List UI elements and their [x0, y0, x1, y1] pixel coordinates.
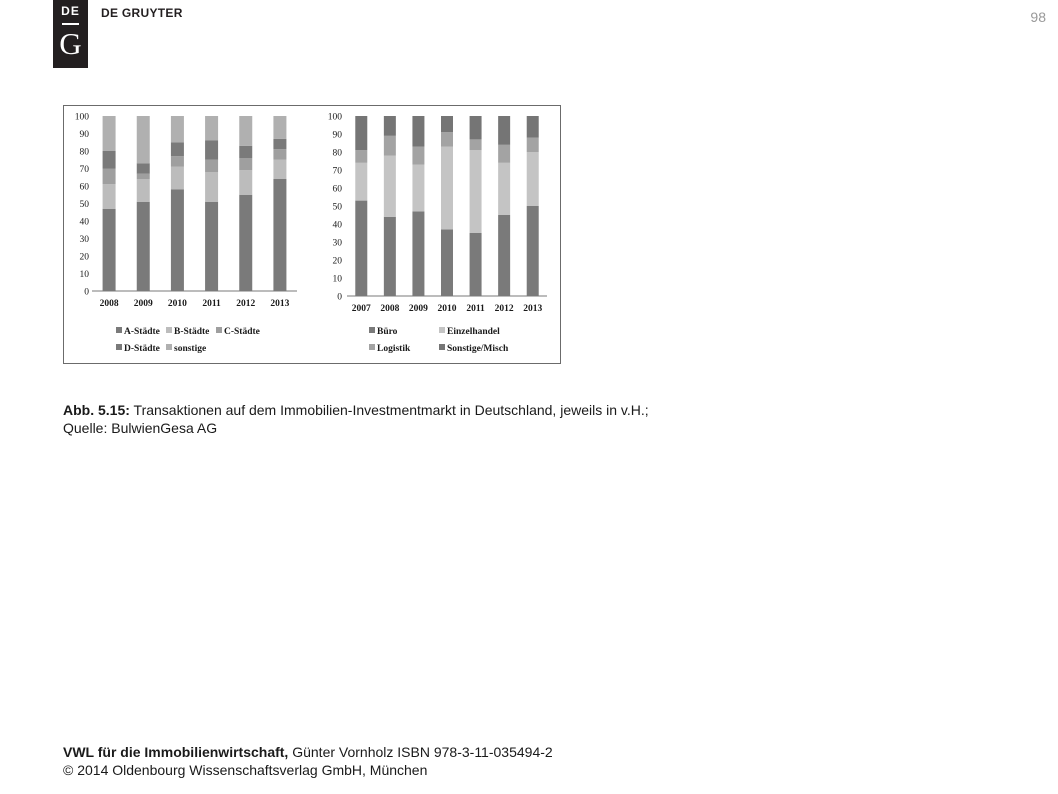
chart2-bar-2009-seg-4 — [412, 116, 424, 147]
chart1-bar-2008-seg-2 — [103, 184, 116, 209]
chart1-legend-swatch — [116, 327, 122, 333]
chart1-bar-2011-seg-3 — [205, 160, 218, 172]
chart2-bar-2012-seg-1 — [498, 215, 510, 296]
chart2-bar-2010-seg-1 — [441, 229, 453, 296]
chart1-ytick-label: 10 — [79, 270, 89, 280]
chart2-xtick-label: 2008 — [380, 304, 400, 314]
logo-g-letter: G — [59, 26, 82, 61]
chart1-xtick-label: 2013 — [270, 299, 290, 309]
chart2-bar-2011-seg-2 — [470, 150, 482, 233]
chart2-bar-2009-seg-2 — [412, 165, 424, 212]
chart1-bar-2013-seg-4 — [273, 139, 286, 150]
chart1-bar-2010-seg-5 — [171, 116, 184, 142]
book-title: VWL für die Immobilienwirtschaft, — [63, 744, 289, 760]
page-number: 98 — [1030, 9, 1046, 25]
chart1-ytick-label: 50 — [79, 200, 89, 210]
chart2-bar-2011-seg-4 — [470, 116, 482, 139]
figure-caption — [63, 401, 963, 437]
chart2-xtick-label: 2010 — [437, 304, 457, 314]
logo-divider — [62, 23, 79, 25]
chart2-ytick-label: 30 — [332, 238, 342, 249]
chart1-legend-swatch — [166, 327, 172, 333]
chart2-ytick-label: 80 — [332, 148, 342, 159]
chart1-ytick-label: 0 — [84, 287, 89, 298]
chart2-bar-2008-seg-1 — [384, 217, 396, 296]
chart2-bar-2012-seg-2 — [498, 163, 510, 215]
chart2-bar-2013-seg-3 — [527, 138, 539, 152]
chart1-ytick-label: 60 — [79, 182, 89, 193]
publisher-name: DE GRUYTER — [101, 6, 183, 20]
chart1-bar-2009-seg-4 — [137, 163, 150, 174]
chart1-bar-2010-seg-4 — [171, 142, 184, 156]
chart2-bar-2013-seg-4 — [527, 116, 539, 138]
chart1-bar-2010-seg-3 — [171, 156, 184, 167]
chart2-bar-2008-seg-4 — [384, 116, 396, 136]
chart2-legend-swatch — [369, 327, 375, 333]
logo-de-text: DE — [61, 4, 80, 18]
chart1-ytick-label: 100 — [74, 112, 89, 123]
chart2-ytick-label: 70 — [332, 166, 342, 177]
chart2-ytick-label: 20 — [332, 256, 342, 267]
chart2-ytick-label: 50 — [332, 202, 342, 213]
chart2-ytick-label: 10 — [332, 274, 342, 285]
chart1-legend-label: B-Städte — [174, 327, 210, 337]
chart1-bar-2008-seg-5 — [103, 116, 116, 151]
chart1-bar-2010-seg-2 — [171, 167, 184, 190]
chart2-bar-2007-seg-4 — [355, 116, 367, 150]
chart2-bar-2009-seg-1 — [412, 211, 424, 296]
chart2-bar-2012-seg-4 — [498, 116, 510, 145]
chart1-bar-2009-seg-1 — [137, 202, 150, 291]
chart2-bar-2007-seg-2 — [355, 163, 367, 201]
chart2-ytick-label: 40 — [332, 220, 342, 231]
chart2-ytick-label: 90 — [332, 130, 342, 141]
chart2-bar-2010-seg-4 — [441, 116, 453, 132]
chart2-bar-2008-seg-3 — [384, 136, 396, 156]
chart1-xtick-label: 2008 — [99, 299, 119, 309]
chart1-bar-2012-seg-5 — [239, 116, 252, 146]
chart1-xtick-label: 2012 — [236, 299, 256, 309]
chart2-ytick-label: 60 — [332, 184, 342, 195]
chart2-bar-2013-seg-2 — [527, 152, 539, 206]
chart1-ytick-label: 30 — [79, 235, 89, 245]
chart2-xtick-label: 2009 — [408, 304, 428, 314]
chart1-legend-label: sonstige — [174, 344, 207, 354]
chart1-ytick-label: 20 — [79, 252, 89, 263]
chart2-legend-swatch — [439, 344, 445, 350]
caption-label: Abb. 5.15: — [63, 402, 130, 418]
figure-frame — [63, 105, 561, 364]
chart2-xtick-label: 2013 — [523, 304, 543, 314]
chart2-bar-2012-seg-3 — [498, 145, 510, 163]
chart1-bar-2013-seg-1 — [273, 179, 286, 291]
chart1-bar-2013-seg-3 — [273, 149, 286, 160]
chart1-bar-2008-seg-3 — [103, 169, 116, 185]
chart2-legend-label: Büro — [377, 327, 398, 337]
chart1-bar-2012-seg-4 — [239, 146, 252, 158]
chart2-ytick-label: 100 — [327, 112, 342, 123]
copyright: © 2014 Oldenbourg Wissenschaftsverlag GmbH, München — [63, 762, 428, 778]
chart2-bar-2007-seg-1 — [355, 201, 367, 296]
chart1-xtick-label: 2010 — [167, 299, 187, 309]
chart2-bar-2013-seg-1 — [527, 206, 539, 296]
chart1-xtick-label: 2011 — [202, 299, 221, 309]
chart1-bar-2008-seg-4 — [103, 151, 116, 169]
chart1-legend-swatch — [116, 344, 122, 350]
charts-svg — [64, 106, 560, 363]
chart2-legend-label: Sonstige/Misch — [447, 344, 509, 354]
chart1-ytick-label: 80 — [79, 147, 89, 158]
chart2-bar-2009-seg-3 — [412, 147, 424, 165]
chart2-bar-2007-seg-3 — [355, 150, 367, 163]
chart1-bar-2011-seg-2 — [205, 172, 218, 202]
chart1-bar-2012-seg-2 — [239, 170, 252, 195]
chart1-bar-2011-seg-4 — [205, 141, 218, 160]
chart2-xtick-label: 2011 — [466, 304, 485, 314]
book-footer — [63, 743, 963, 779]
chart1-ytick-label: 70 — [79, 165, 89, 175]
chart1-bar-2008-seg-1 — [103, 209, 116, 291]
chart1-bar-2011-seg-5 — [205, 116, 218, 141]
chart1-legend-swatch — [166, 344, 172, 350]
chart2-legend-label: Einzelhandel — [447, 327, 500, 337]
chart2-bar-2010-seg-2 — [441, 147, 453, 230]
chart1-legend-label: D-Städte — [124, 344, 160, 354]
chart2-bar-2011-seg-3 — [470, 139, 482, 150]
caption-text: Transaktionen auf dem Immobilien-Investmentmarkt in Deutschland, jeweils in v.H.; — [129, 402, 649, 418]
chart1-bar-2009-seg-3 — [137, 174, 150, 179]
chart1-ytick-label: 90 — [79, 130, 89, 140]
book-info: Günter Vornholz ISBN 978-3-11-035494-2 — [288, 744, 553, 760]
chart1-bar-2013-seg-2 — [273, 160, 286, 179]
chart2-bar-2008-seg-2 — [384, 156, 396, 217]
de-gruyter-logo — [53, 0, 88, 68]
chart2-xtick-label: 2012 — [494, 304, 514, 314]
chart2-bar-2010-seg-3 — [441, 132, 453, 146]
chart1-legend-label: A-Städte — [124, 327, 160, 337]
chart2-legend-swatch — [439, 327, 445, 333]
chart1-legend-swatch — [216, 327, 222, 333]
chart1-bar-2012-seg-1 — [239, 195, 252, 291]
chart1-bar-2009-seg-5 — [137, 116, 150, 163]
chart1-xtick-label: 2009 — [133, 299, 153, 309]
chart1-ytick-label: 40 — [79, 217, 89, 228]
chart1-bar-2010-seg-1 — [171, 190, 184, 292]
chart2-ytick-label: 0 — [337, 292, 342, 303]
chart2-xtick-label: 2007 — [351, 304, 371, 314]
chart2-legend-swatch — [369, 344, 375, 350]
caption-source: Quelle: BulwienGesa AG — [63, 420, 218, 436]
chart1-bar-2011-seg-1 — [205, 202, 218, 291]
chart1-bar-2012-seg-3 — [239, 158, 252, 170]
chart1-bar-2013-seg-5 — [273, 116, 286, 139]
chart1-bar-2009-seg-2 — [137, 179, 150, 202]
chart2-legend-label: Logistik — [377, 344, 411, 354]
chart1-legend-label: C-Städte — [224, 327, 260, 337]
chart2-bar-2011-seg-1 — [470, 233, 482, 296]
